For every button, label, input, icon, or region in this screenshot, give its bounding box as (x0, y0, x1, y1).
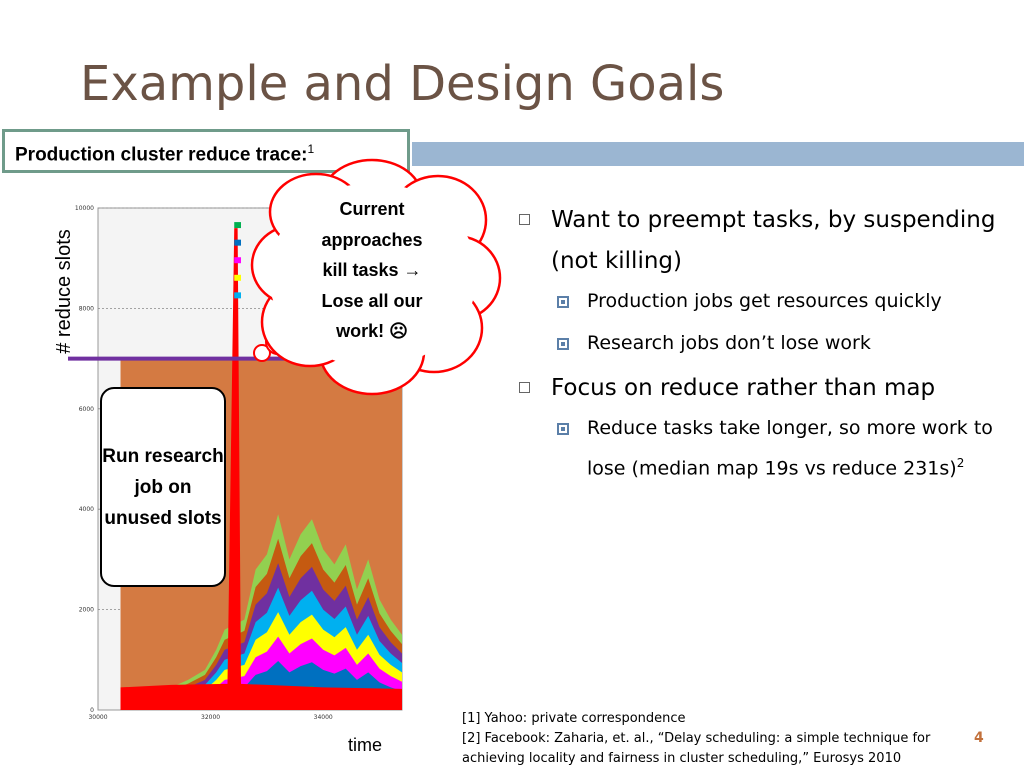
chart-y-tick-label: 4000 (78, 506, 94, 514)
square-bullet-icon (557, 423, 569, 435)
sub-bullet-ref: 2 (956, 456, 965, 470)
slide-title: Example and Design Goals (80, 56, 725, 112)
chart-y-tick-label: 6000 (78, 405, 94, 413)
reference-line: [1] Yahoo: private correspondence (462, 711, 686, 726)
chart-y-axis-label: # reduce slots (52, 229, 75, 354)
run-research-callout (100, 387, 226, 587)
reference-line: achieving locality and fairness in cluster scheduling,” Eurosys 2010 (462, 751, 902, 766)
bullet-item (515, 200, 1015, 282)
references (462, 709, 930, 769)
sub-bullet-text: Production jobs get resources quickly (587, 290, 942, 312)
bullet-text: Want to preempt tasks, by suspending (not killing) (551, 207, 996, 274)
sub-bullet-text: Research jobs don’t lose work (587, 332, 871, 354)
cloud-line: kill tasks → (322, 260, 422, 280)
chart-y-tick-label: 2000 (78, 606, 94, 614)
cloud-line: Lose all our (321, 290, 423, 311)
sub-bullet-item (515, 411, 1015, 486)
chart-x-axis-label: time (348, 735, 383, 755)
square-bullet-icon (519, 214, 530, 225)
chart-y-tick-label: 10000 (74, 205, 94, 212)
cloud-line: Current (339, 199, 405, 219)
bullet-list (515, 200, 1015, 493)
square-bullet-icon (557, 338, 569, 350)
bullet-text: Focus on reduce rather than map (551, 375, 936, 401)
chart-y-tick-label: 0 (90, 707, 94, 714)
page-number: 4 (974, 730, 984, 746)
cloud-line: work! ☹ (336, 321, 408, 341)
run-research-callout-text: Run research job on unused slots (102, 445, 224, 529)
cloud-callout-text (298, 194, 446, 347)
trace-label-text: Production cluster reduce trace: (15, 144, 308, 166)
trace-label-ref: 1 (307, 142, 315, 156)
sub-bullet-text: Reduce tasks take longer, so more work to lose (median map 19s vs reduce 231s) (587, 417, 993, 480)
sub-bullet-item (515, 284, 1015, 319)
bullet-item (515, 368, 1015, 409)
chart-x-tick-label: 34000 (313, 714, 333, 721)
square-bullet-icon (557, 296, 569, 308)
sub-bullet-item (515, 326, 1015, 361)
cloud-line: approaches (321, 229, 423, 250)
square-bullet-icon (519, 382, 530, 393)
chart-x-tick-label: 32000 (201, 714, 221, 721)
chart-y-tick-label: 8000 (78, 305, 94, 313)
chart-x-tick-label: 30000 (88, 714, 108, 721)
reference-line: [2] Facebook: Zaharia, et. al., “Delay scheduling: a simple technique for (462, 731, 931, 746)
